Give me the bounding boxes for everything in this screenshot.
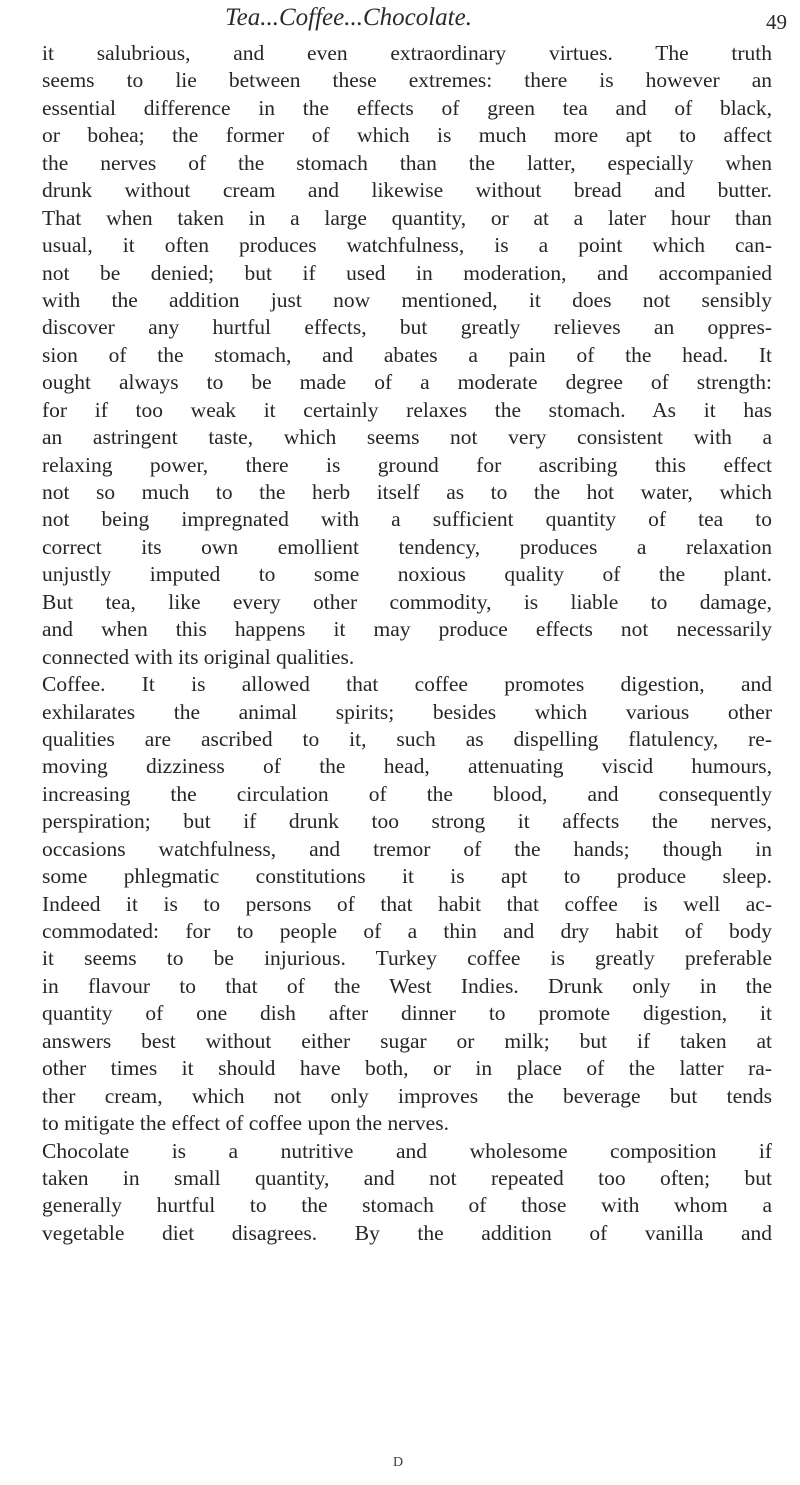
text-line: discover any hurtful effects, but greatly relieves an oppres- <box>42 315 772 340</box>
text-line: moving dizziness of the head, attenuating viscid humours, <box>42 754 772 779</box>
section-coffee-line: Coffee. It is allowed that coffee promotes digestion, and <box>42 672 772 697</box>
text-line: some phlegmatic constitutions it is apt to produce sleep. <box>42 864 772 889</box>
text-line: relaxing power, there is ground for ascribing this effect <box>42 452 772 477</box>
text-line: connected with its original qualities. <box>42 644 355 669</box>
text-line: correct its own emollient tendency, produces a relaxation <box>42 534 772 559</box>
text-line: increasing the circulation of the blood, and consequently <box>42 781 772 806</box>
text-line: vegetable diet disagrees. By the addition of vanilla and <box>42 1220 772 1245</box>
text-line: usual, it often produces watchfulness, is a point which can- <box>42 233 772 258</box>
text-line: answers best without either sugar or milk; but if taken at <box>42 1028 772 1053</box>
text-line: quantity of one dish after dinner to promote digestion, it <box>42 1001 772 1026</box>
text-line: it salubrious, and even extraordinary virtues. The truth <box>42 41 772 65</box>
text-line: with the addition just now mentioned, it does not sensibly <box>42 287 772 312</box>
text-line: sion of the stomach, and abates a pain of the head. It <box>42 342 772 367</box>
text-line: to mitigate the effect of coffee upon the nerves. <box>42 1111 449 1136</box>
text-line: qualities are ascribed to it, such as dispelling flatulency, re- <box>42 726 772 751</box>
text-line: ought always to be made of a moderate degree of strength: <box>42 370 772 395</box>
text-line: drunk without cream and likewise without bread and butter. <box>42 178 772 203</box>
text-line: perspiration; but if drunk too strong it affects the nerves, <box>42 809 772 834</box>
text-line: seems to lie between these extremes: there is however an <box>42 68 772 93</box>
running-title: Tea...Coffee...Chocolate. <box>225 4 472 31</box>
text-line: unjustly imputed to some noxious quality of the plant. <box>42 562 772 587</box>
page-number: 49 <box>766 10 787 34</box>
text-line: Indeed it is to persons of that habit that coffee is well ac- <box>42 891 772 916</box>
section-chocolate-line: Chocolate is a nutritive and wholesome composition if <box>42 1138 772 1163</box>
text-line: That when taken in a large quantity, or at a later hour than <box>42 205 772 230</box>
text-line: commodated: for to people of a thin and dry habit of body <box>42 919 772 943</box>
text-line: But tea, like every other commodity, is liable to damage, <box>42 589 772 614</box>
text-line: it seems to be injurious. Turkey coffee is greatly preferable <box>42 946 772 971</box>
signature-mark: D <box>393 1455 404 1470</box>
text-line: not so much to the herb itself as to the hot water, which <box>42 480 772 504</box>
text-line: for if too weak it certainly relaxes the stomach. As it has <box>42 397 772 422</box>
text-line: or bohea; the former of which is much more apt to affect <box>42 123 772 148</box>
text-line: not be denied; but if used in moderation, and accompanied <box>42 260 772 285</box>
text-line: an astringent taste, which seems not very consistent with a <box>42 425 772 450</box>
text-line: essential difference in the effects of green tea and of black, <box>42 95 772 120</box>
text-line: ther cream, which not only improves the beverage but tends <box>42 1083 772 1108</box>
text-line: exhilarates the animal spirits; besides which various other <box>42 699 772 724</box>
text-line: occasions watchfulness, and tremor of the hands; though in <box>42 836 772 861</box>
body-text <box>42 40 772 1247</box>
text-line: in flavour to that of the West Indies. Drunk only in the <box>42 973 772 998</box>
text-line: and when this happens it may produce effects not necessarily <box>42 617 772 642</box>
text-line: other times it should have both, or in place of the latter ra- <box>42 1056 772 1081</box>
text-line: taken in small quantity, and not repeated too often; but <box>42 1165 772 1190</box>
text-line: the nerves of the stomach than the latter, especially when <box>42 150 772 175</box>
text-line: generally hurtful to the stomach of those with whom a <box>42 1193 772 1218</box>
text-line: not being impregnated with a sufficient quantity of tea to <box>42 507 772 532</box>
